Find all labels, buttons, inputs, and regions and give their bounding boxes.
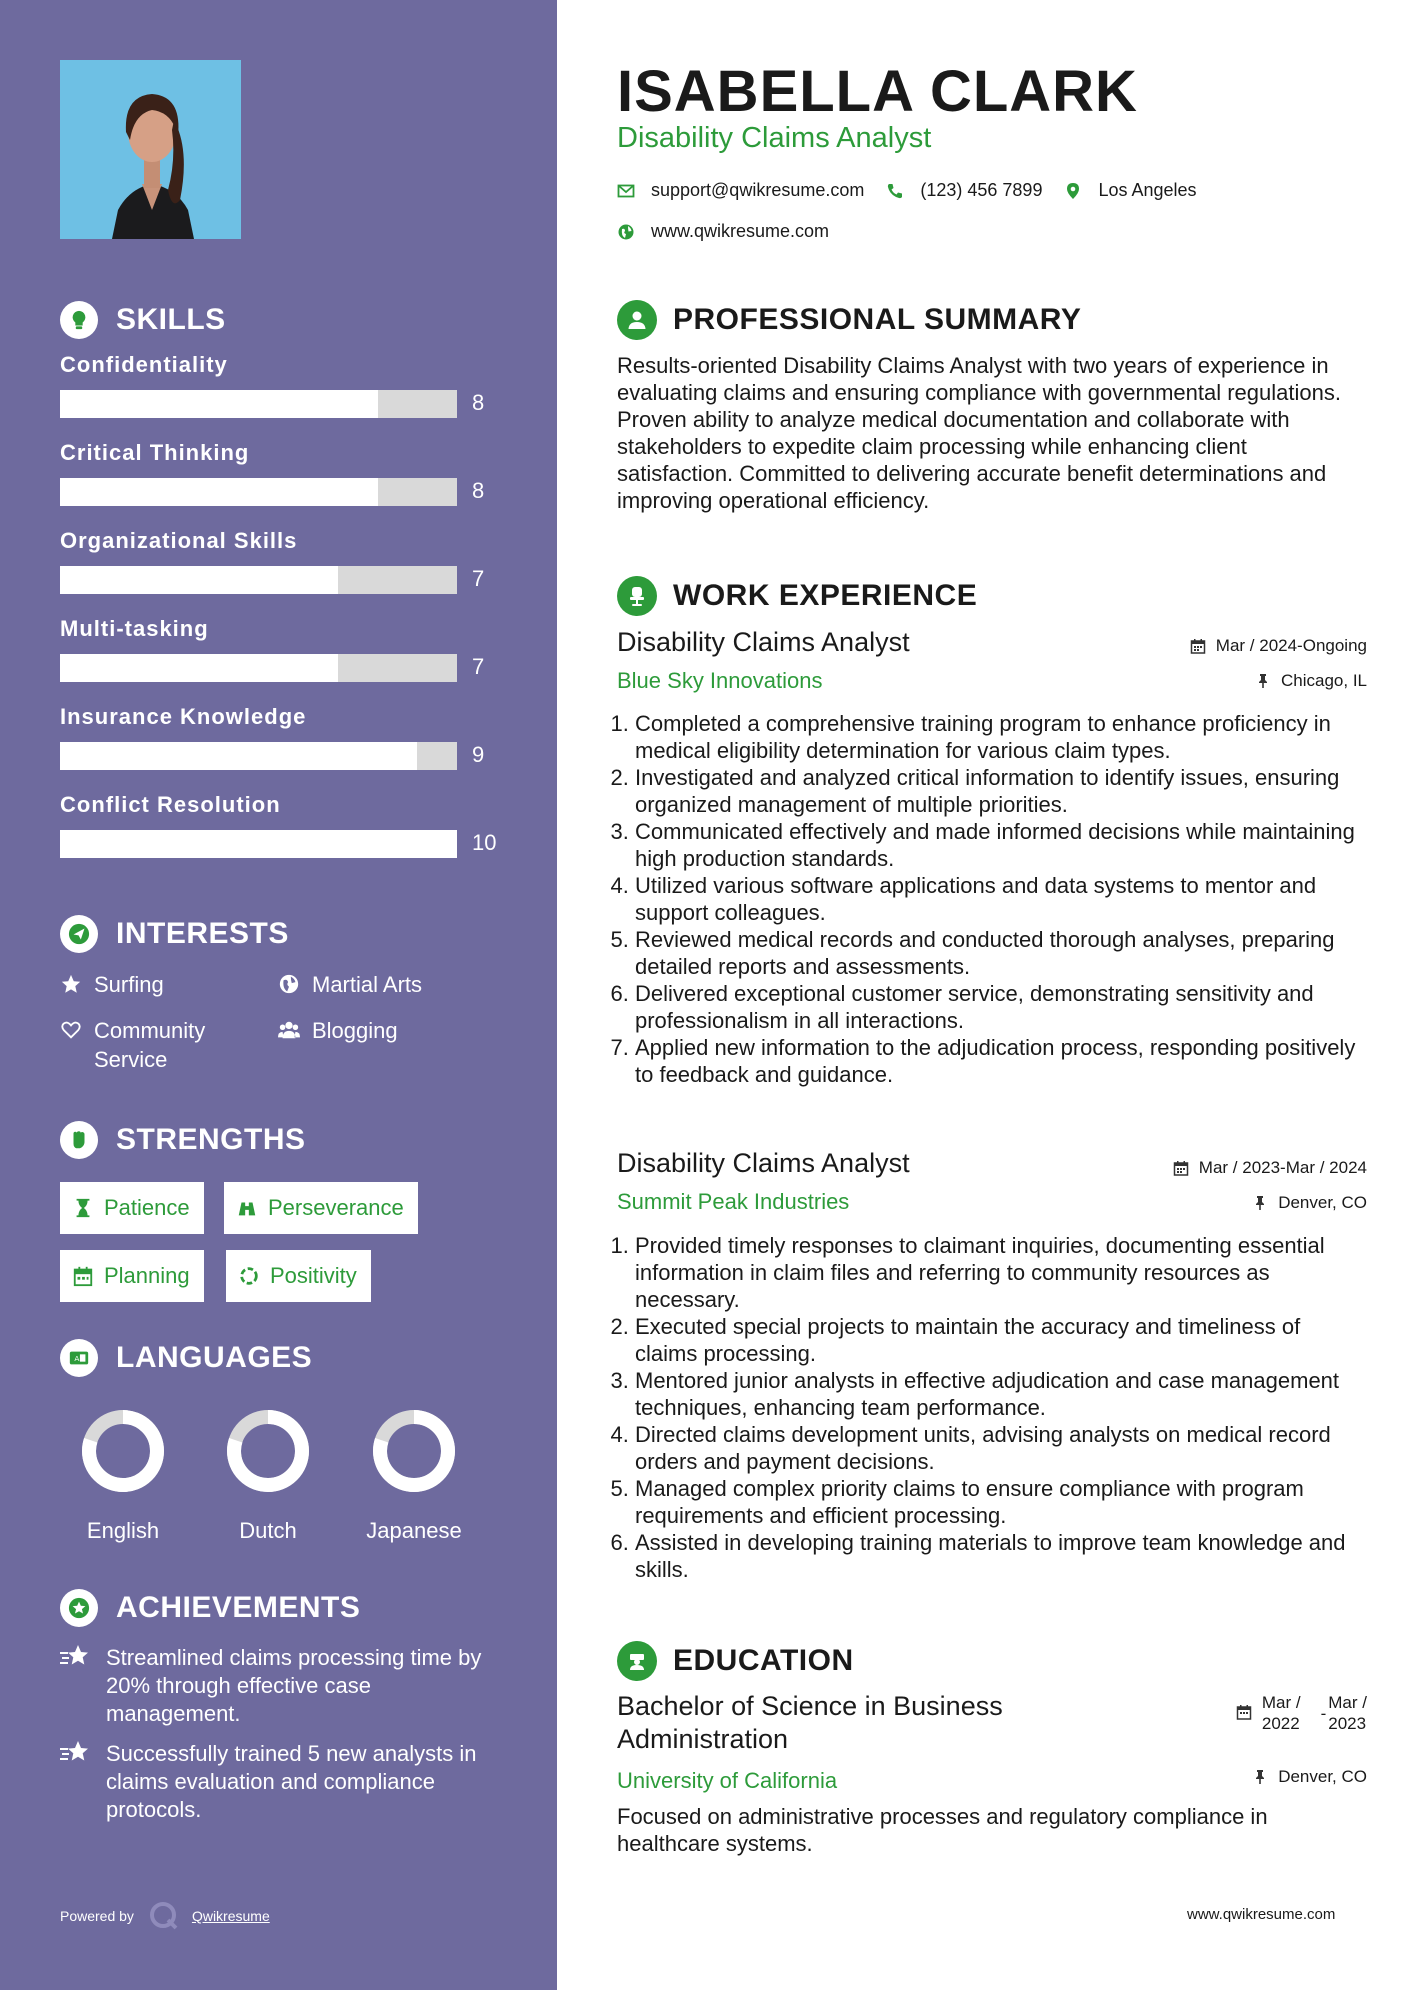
skill-bar-fill [60,566,338,594]
skill-bar-track [60,654,457,682]
strengths-list [60,1182,510,1322]
powered-by [60,1900,270,1932]
interests-title: INTERESTS [116,917,289,950]
job-bullet: 3. Communicated effectively and made informed decisions while maintaining high production standards. [635,818,1357,872]
job-bullet: 2. Investigated and analyzed critical information to identify issues, ensuring organized management of multiple priorities. [635,764,1357,818]
skill-bar-track [60,478,457,506]
interest-item [278,1016,398,1045]
job-dates [1173,1158,1367,1178]
contact-email[interactable]: support@qwikresume.com [651,180,865,200]
job-bullets [617,710,1357,1088]
interests-header [60,912,510,956]
star-trophy-icon [60,1644,90,1670]
star-trophy-icon [60,1740,90,1766]
job-location [1255,671,1367,691]
phone-icon [886,182,904,200]
education-end-date [1328,1692,1367,1734]
skill-bar-fill [60,742,417,770]
skill-item [60,704,510,792]
job-bullet: 3. Mentored junior analysts in effective adjudication and case management techniques, enhancing team performance. [635,1367,1357,1421]
fist-icon [60,1121,98,1159]
job-bullet: 6. Delivered exceptional customer service, demonstrating sensitivity and professionalism in all interactions. [635,980,1357,1034]
contact-phone[interactable]: (123) 456 7899 [920,180,1043,200]
calendar-icon [72,1265,94,1287]
language-ring [78,1406,168,1496]
achievements-list [60,1644,510,1824]
job-bullet: 1. Provided timely responses to claimant inquiries, documenting essential information in claim files and referring to community resources as necessary. [635,1232,1357,1313]
start-month: Mar / [1261,1693,1301,1712]
job-bullet: 5. Reviewed medical records and conducted thorough analyses, preparing detailed reports and assessments. [635,926,1357,980]
skill-item [60,528,510,616]
skill-score: 8 [472,478,485,503]
skill-label: Multi-tasking [60,616,209,641]
pushpin-icon [1252,1769,1268,1785]
pushpin-icon [1252,1195,1268,1211]
experience-header [617,576,977,616]
strength-label: Perseverance [268,1195,404,1220]
education-location-text: Denver, CO [1278,1767,1367,1786]
education-location [1252,1767,1367,1787]
skill-score: 7 [472,566,485,591]
contact-row [617,180,1197,201]
summary-title: PROFESSIONAL SUMMARY [673,303,1082,336]
powered-by-label: Powered by [60,1908,134,1924]
skill-label: Organizational Skills [60,528,298,553]
interest-label: Martial Arts [312,972,423,997]
circle-notch-icon [238,1265,260,1287]
education-title: EDUCATION [673,1644,854,1677]
skill-score: 10 [472,830,497,855]
strength-badge [60,1250,204,1302]
users-icon [278,1019,300,1041]
lightbulb-icon [60,301,98,339]
skill-score: 7 [472,654,485,679]
job-bullet: 2. Executed special projects to maintain the accuracy and timeliness of claims processing. [635,1313,1357,1367]
language-ring [223,1406,313,1496]
strengths-section [60,1118,510,1322]
skill-bar-track [60,566,457,594]
interest-item [278,970,422,999]
job-company: Summit Peak Industries [617,1189,850,1214]
strengths-title: STRENGTHS [116,1123,306,1156]
svg-text:A: A [74,1354,80,1364]
degree-line-1: Bachelor of Science in Business [617,1691,1003,1721]
contact-website[interactable]: www.qwikresume.com [651,221,830,241]
skill-item [60,352,510,440]
skill-bar-fill [60,390,378,418]
end-month: Mar / [1328,1693,1367,1712]
interests-list [60,970,510,1090]
job-title: Disability Claims Analyst [617,627,910,657]
job-bullet: 5. Managed complex priority claims to ensure compliance with program requirements and efficient processing. [635,1475,1357,1529]
end-year: 2023 [1328,1714,1367,1733]
star-icon [60,973,82,995]
job-bullet: 1. Completed a comprehensive training program to enhance proficiency in medical eligibility determination for various claim types. [635,710,1357,764]
calendar-icon [1173,1160,1189,1176]
job-bullet: 6. Assisted in developing training materials to improve team knowledge and skills. [635,1529,1357,1583]
languages-list [60,1406,510,1546]
school-name: University of California [617,1768,838,1793]
pushpin-icon [1255,673,1271,689]
language-icon [60,1339,98,1377]
job-bullets [617,1232,1357,1583]
job-title: Disability Claims Analyst [617,1148,910,1178]
date-dash: - [1320,1704,1327,1723]
achievement-text: Streamlined claims processing time by 20% through effective case management. [106,1645,482,1726]
powered-by-link[interactable]: Qwikresume [191,1908,270,1924]
languages-header [60,1336,510,1380]
profile-photo [60,60,241,239]
languages-section [60,1336,510,1546]
language-label: English [86,1518,160,1543]
skills-title: SKILLS [116,303,226,336]
interests-section [60,912,510,1090]
skill-label: Conflict Resolution [60,792,281,817]
hourglass-icon [72,1197,94,1219]
job-dates [1190,636,1367,656]
job-bullet: 7. Applied new information to the adjudication process, responding positively to feedback and guidance. [635,1034,1357,1088]
summary-text: Results-oriented Disability Claims Analyst with two years of experience in evaluating claims and ensuring compliance with governmental regulations. Proven ability to analyze medical documentation and collaborate with stakeholders to expedite claim processing while enhancing client satisfaction. Committed to delivering accurate benefit determinations and improving operational efficiency. [617,353,1341,513]
job-bullet: 4. Directed claims development units, advising analysts on medical record orders and payment decisions. [635,1421,1357,1475]
education-description: Focused on administrative processes and regulatory compliance in healthcare systems. [617,1804,1268,1856]
interest-label: Community Service [94,1018,206,1072]
strengths-header [60,1118,510,1162]
graduate-icon [617,1641,657,1681]
experience-title: WORK EXPERIENCE [673,579,978,612]
education-header [617,1641,854,1681]
calendar-icon [1190,638,1206,654]
globe-icon [278,973,300,995]
language-item [53,1406,193,1544]
skill-bar-fill [60,830,457,858]
binoculars-icon [236,1197,258,1219]
paper-plane-icon [60,915,98,953]
achievements-section [60,1586,510,1836]
strength-label: Patience [104,1195,190,1220]
award-icon [60,1589,98,1627]
map-marker-icon [1064,182,1082,200]
job-dates-text: Mar / 2023-Mar / 2024 [1198,1158,1367,1177]
job-location [1252,1193,1367,1213]
skill-bar-track [60,830,457,858]
interest-label: Blogging [312,1018,398,1043]
skill-bar-fill [60,478,378,506]
start-year: 2022 [1261,1714,1300,1733]
user-icon [617,300,657,340]
job-dates-text: Mar / 2024-Ongoing [1215,636,1367,655]
candidate-name: ISABELLA CLARK [617,59,1138,124]
strength-badge [224,1182,418,1234]
chair-icon [617,576,657,616]
strength-label: Positivity [270,1263,357,1288]
sidebar [0,0,557,1990]
education-start-date [1262,1692,1301,1734]
contact-location: Los Angeles [1098,180,1197,200]
skill-score: 8 [472,390,485,415]
language-item [198,1406,338,1544]
achievements-title: ACHIEVEMENTS [116,1591,361,1624]
skills-header [60,298,510,342]
skill-label: Critical Thinking [60,440,250,465]
achievement-text: Successfully trained 5 new analysts in claims evaluation and compliance protocols. [106,1741,477,1822]
skill-item [60,792,510,880]
language-label: Japanese [366,1518,462,1543]
language-item [344,1406,484,1544]
globe-icon [617,223,635,241]
interest-item [60,970,164,999]
achievements-header [60,1586,510,1630]
degree-line-2: Administration [617,1724,789,1754]
language-label: Dutch [239,1518,297,1543]
interest-label: Surfing [94,972,164,997]
degree-title [617,1690,1003,1756]
heart-outline-icon [60,1019,82,1041]
strength-badge [226,1250,371,1302]
interest-item [60,1016,220,1074]
job-company: Blue Sky Innovations [617,668,823,693]
footer-url[interactable]: www.qwikresume.com [1187,1906,1336,1923]
job-bullet: 4. Utilized various software applications and data systems to mentor and support colleagues. [635,872,1357,926]
job-location-text: Denver, CO [1278,1193,1367,1212]
website-row [617,221,829,242]
strength-badge [60,1182,204,1234]
candidate-role: Disability Claims Analyst [617,122,932,154]
skill-item [60,440,510,528]
education-dates [1236,1692,1367,1734]
skill-label: Confidentiality [60,352,228,377]
language-ring [369,1406,459,1496]
calendar-icon [1236,1704,1252,1720]
skill-bar-track [60,390,457,418]
summary-header [617,300,1081,340]
qwikresume-logo-icon [148,1900,180,1932]
skill-bar-fill [60,654,338,682]
skill-item [60,616,510,704]
achievement-item [60,1740,510,1824]
envelope-icon [617,182,635,200]
languages-title: LANGUAGES [116,1341,313,1374]
job-location-text: Chicago, IL [1281,671,1367,690]
strength-label: Planning [104,1263,190,1288]
skill-score: 9 [472,742,485,767]
skill-bar-track [60,742,457,770]
achievement-item [60,1644,510,1728]
skills-section [60,298,510,880]
skill-label: Insurance Knowledge [60,704,307,729]
